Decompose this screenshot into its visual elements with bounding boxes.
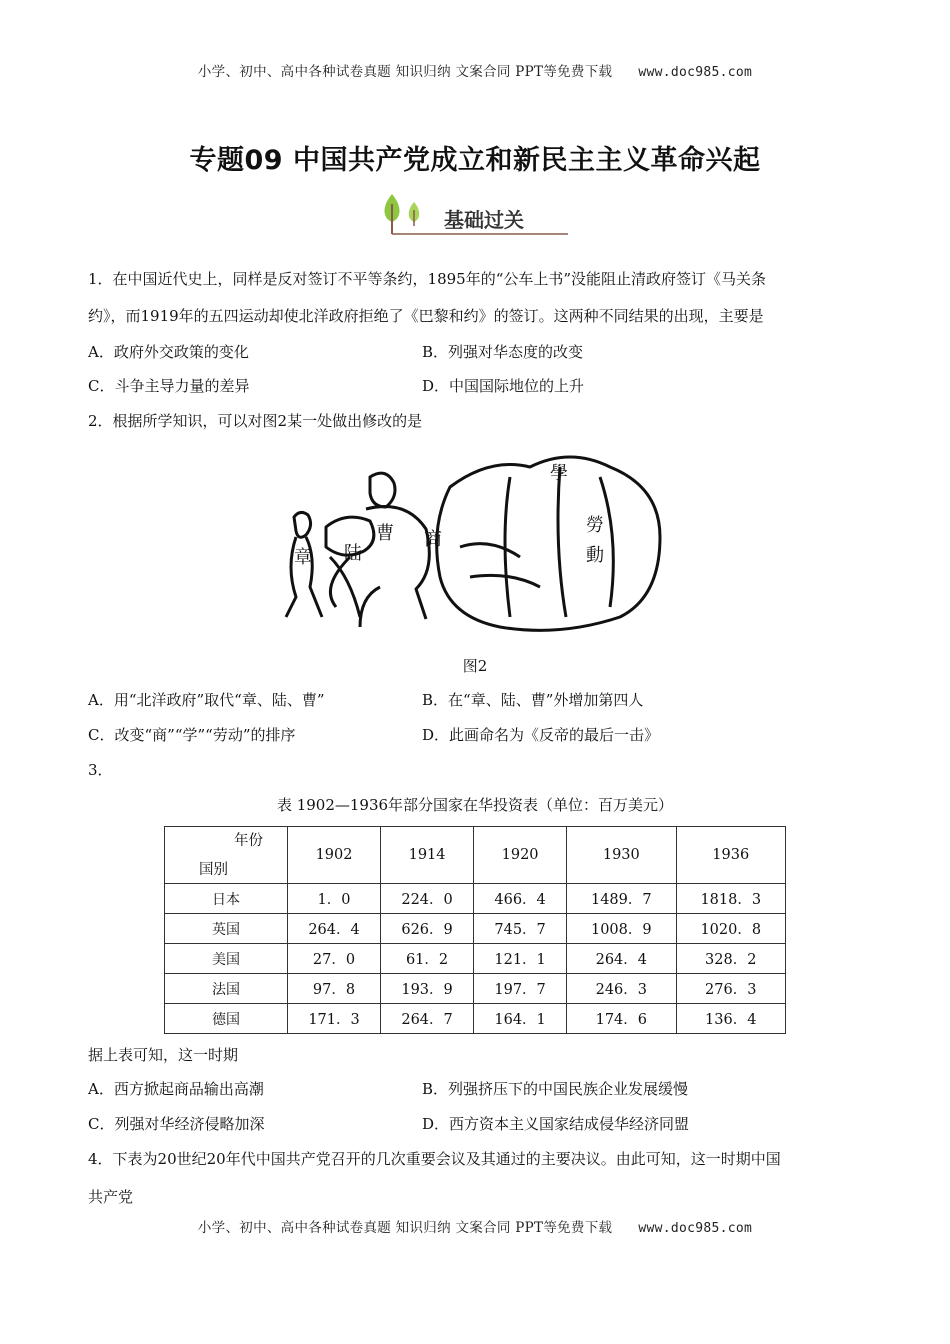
value-cell: 1．0 [288, 884, 381, 914]
label-dong: 動 [586, 545, 604, 566]
q1-stem-line-2: 约》，而1919年的五四运动却使北洋政府拒绝了《巴黎和约》的签订。这两种不同结果的出现，主要是 [88, 307, 764, 325]
value-cell: 224．0 [381, 884, 474, 914]
value-cell: 164．1 [474, 1004, 567, 1034]
year-header: 1914 [381, 827, 474, 884]
corner-country-label: 国别 [199, 862, 228, 878]
value-cell: 1489．7 [567, 884, 676, 914]
value-cell: 745．7 [474, 914, 567, 944]
q2-option-d[interactable]: D．此画命名为《反帝的最后一击》 [422, 726, 660, 744]
header-url[interactable]: www.doc985.com [638, 65, 753, 80]
value-cell: 27．0 [288, 944, 381, 974]
year-header: 1902 [288, 827, 381, 884]
value-cell: 466．4 [474, 884, 567, 914]
q4-stem-line-1: 4．下表为20世纪20年代中国共产党召开的几次重要会议及其通过的主要决议。由此可知，这一时期中国 [88, 1150, 781, 1168]
value-cell: 276．3 [676, 974, 785, 1004]
value-cell: 171．3 [288, 1004, 381, 1034]
label-lu: 陆 [344, 543, 362, 564]
value-cell: 197．7 [474, 974, 567, 1004]
q1-option-a[interactable]: A．政府外交政策的变化 [88, 343, 249, 361]
investment-table [164, 826, 786, 1034]
table-row [165, 884, 786, 914]
table-header-row [165, 827, 786, 884]
figure-caption: 图2 [462, 657, 488, 675]
q1-option-b[interactable]: B．列强对华态度的改变 [422, 343, 584, 361]
value-cell: 264．7 [381, 1004, 474, 1034]
country-cell: 美国 [165, 944, 288, 974]
value-cell: 121．1 [474, 944, 567, 974]
q3-option-d[interactable]: D．西方资本主义国家结成侵华经济同盟 [422, 1115, 690, 1133]
q2-option-b[interactable]: B．在“章、陆、曹”外增加第四人 [422, 691, 644, 709]
table-corner-cell [165, 827, 288, 884]
value-cell: 136．4 [676, 1004, 785, 1034]
label-shang: 商 [424, 529, 442, 550]
page-header [0, 60, 950, 80]
value-cell: 1008．9 [567, 914, 676, 944]
value-cell: 1818．3 [676, 884, 785, 914]
badge-label: 基础过关 [444, 208, 524, 232]
page-footer [0, 1216, 950, 1236]
table-caption: 表 1902—1936年部分国家在华投资表（单位：百万美元） [276, 796, 674, 814]
value-cell: 246．3 [567, 974, 676, 1004]
label-cao: 曹 [376, 523, 394, 544]
section-badge [380, 190, 570, 240]
q2-option-c[interactable]: C．改变“商”“学”“劳动”的排序 [88, 726, 296, 744]
value-cell: 193．9 [381, 974, 474, 1004]
country-cell: 法国 [165, 974, 288, 1004]
footer-url[interactable]: www.doc985.com [638, 1221, 753, 1236]
table-row [165, 914, 786, 944]
table-row [165, 944, 786, 974]
label-lao: 勞 [586, 515, 604, 536]
q3-option-c[interactable]: C．列强对华经济侵略加深 [88, 1115, 265, 1133]
q2-stem: 2．根据所学知识，可以对图2某一处做出修改的是 [88, 412, 423, 430]
cartoon-figure [280, 437, 670, 637]
header-text: 小学、初中、高中各种试卷真题 知识归纳 文案合同 PPT等免费下载 [197, 64, 613, 80]
country-cell: 日本 [165, 884, 288, 914]
q3-after-table: 据上表可知，这一时期 [88, 1046, 239, 1064]
q3-option-a[interactable]: A．西方掀起商品输出高潮 [88, 1080, 264, 1098]
year-header: 1920 [474, 827, 567, 884]
value-cell: 174．6 [567, 1004, 676, 1034]
q3-option-b[interactable]: B．列强挤压下的中国民族企业发展缓慢 [422, 1080, 689, 1098]
value-cell: 61．2 [381, 944, 474, 974]
cartoon-illustration [280, 437, 670, 637]
q1-option-c[interactable]: C．斗争主导力量的差异 [88, 377, 250, 395]
table-row [165, 1004, 786, 1034]
value-cell: 626．9 [381, 914, 474, 944]
label-zhang: 章 [294, 547, 312, 568]
q4-stem-line-2: 共产党 [88, 1188, 134, 1206]
value-cell: 328．2 [676, 944, 785, 974]
value-cell: 97．8 [288, 974, 381, 1004]
q2-option-a[interactable]: A．用“北洋政府”取代“章、陆、曹” [88, 691, 325, 709]
year-header: 1936 [676, 827, 785, 884]
q1-stem-line-1: 1．在中国近代史上，同样是反对签订不平等条约，1895年的“公车上书”没能阻止清政府签订《马关条 [88, 270, 767, 288]
country-cell: 英国 [165, 914, 288, 944]
value-cell: 1020．8 [676, 914, 785, 944]
corner-year-label: 年份 [234, 833, 263, 849]
table-row [165, 974, 786, 1004]
q1-option-d[interactable]: D．中国国际地位的上升 [422, 377, 585, 395]
country-cell: 德国 [165, 1004, 288, 1034]
value-cell: 264．4 [288, 914, 381, 944]
year-header: 1930 [567, 827, 676, 884]
page-title: 专题09 中国共产党成立和新民主主义革命兴起 [189, 145, 761, 176]
value-cell: 264．4 [567, 944, 676, 974]
q3-number: 3． [88, 761, 113, 779]
label-xue: 學 [550, 463, 568, 484]
footer-text: 小学、初中、高中各种试卷真题 知识归纳 文案合同 PPT等免费下载 [197, 1220, 613, 1236]
